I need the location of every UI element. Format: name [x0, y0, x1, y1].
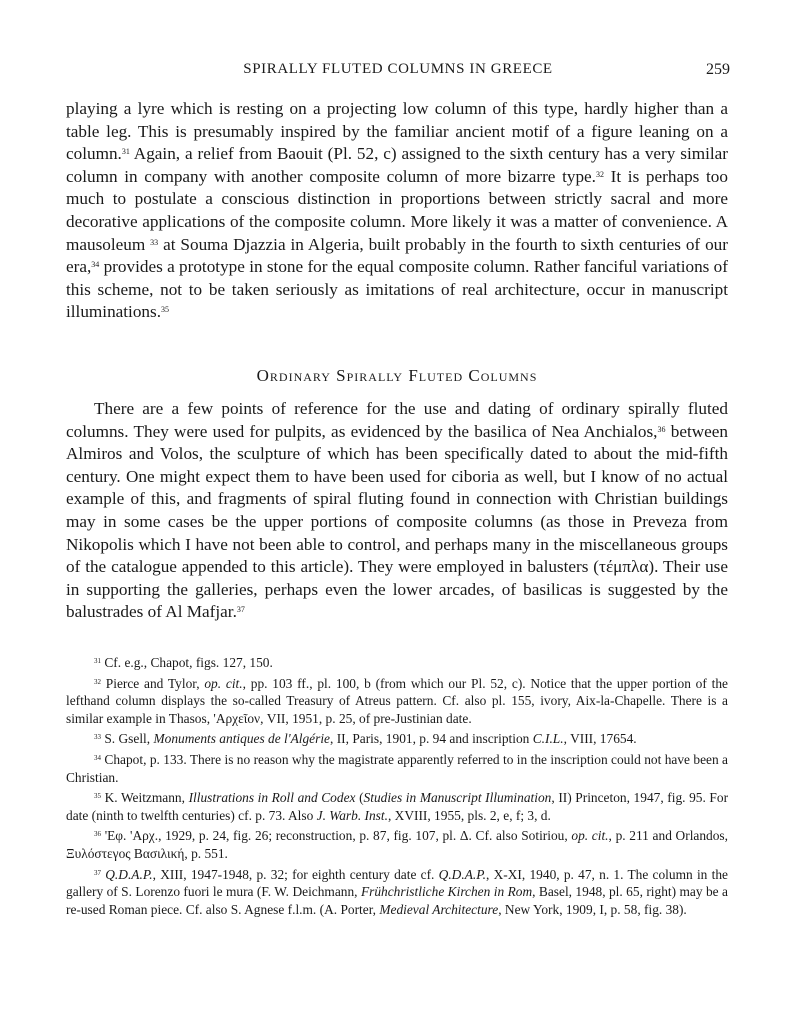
footnote-citation: Medieval Architecture	[379, 901, 499, 917]
para1-text-2: Again, a relief from Baouit (Pl. 52, c) assigned to the sixth century has a very similar column in company with another composite column of more bizarre type.	[66, 144, 728, 186]
footnote-text: , p. 211 and Orlandos,	[608, 828, 728, 844]
footnote-33	[66, 730, 728, 748]
footnote-31	[66, 654, 728, 672]
footnote-number: 32	[94, 677, 101, 686]
footnote-ref-37[interactable]: 37	[236, 605, 245, 615]
footnote-citation: Studies in Manuscript Illumination	[363, 790, 552, 806]
footnote-citation: J. Warb. Inst.	[316, 807, 388, 823]
footnote-number: 35	[94, 792, 101, 801]
footnote-number: 33	[94, 733, 101, 742]
footnote-citation: Frühchristliche Kirchen in Rom	[360, 884, 533, 900]
footnote-ref-32[interactable]: 32	[595, 169, 604, 179]
footnote-ref-31[interactable]: 31	[121, 147, 130, 157]
footnote-ref-35[interactable]: 35	[161, 305, 170, 315]
footnote-text: , VIII, 17654.	[563, 731, 637, 747]
footnote-text: K. Weitzmann,	[104, 790, 189, 806]
footnote-text: 'Εφ. 'Αρχ., 1929, p. 24, fig. 26; reconstruction, p. 87, fig. 107, pl. Δ. Cf. also Sotiriou,	[104, 828, 572, 844]
footnote-text: , II) Princeton, 1947, fig. 95. For date (ninth to twelfth centuries) cf. p. 73. Also	[66, 790, 729, 823]
para2-text-1: There are a few points of reference for the use and dating of ordinary spirally fluted columns. They were used for pulpits, as evidenced by the basilica of Nea Anchialos,	[66, 399, 728, 441]
footnote-citation: Q.D.A.P.	[105, 866, 153, 882]
footnote-greek: 'Αρχεῖον	[213, 710, 261, 726]
footnote-ref-33[interactable]: 33	[150, 237, 159, 247]
footnote-text: , XIII, 1947-1948, p. 32; for eighth century date cf.	[152, 866, 439, 882]
footnote-number: 34	[94, 753, 101, 762]
footnote-number: 37	[94, 868, 101, 877]
footnotes	[66, 654, 728, 921]
footnote-greek: Ξυλόστεγος Βασιλική	[66, 845, 185, 861]
footnote-text: Chapot, p. 133. There is no reason why the magistrate apparently referred to in the inscription could not have been a Christian.	[66, 751, 728, 785]
footnote-citation: op. cit.	[204, 675, 243, 691]
footnote-text: , p. 551.	[184, 845, 228, 861]
para1-text-4: at Souma Djazzia in Algeria, built probably in the fourth to sixth centuries of our era,	[66, 234, 728, 277]
footnote-citation: Illustrations in Roll and Codex	[188, 790, 356, 806]
footnote-text: , New York, 1909, I, p. 58, fig. 38).	[498, 901, 687, 917]
footnote-text: Pierce and Tylor,	[105, 675, 205, 691]
greek-term: τέμπλα	[599, 557, 649, 577]
footnote-37	[66, 866, 728, 919]
footnote-text: , VII, 1951, p. 25, of pre-Justinian date.	[260, 710, 472, 726]
footnote-34	[66, 751, 728, 786]
footnote-text: , pp. 103 ff., pl. 100, b (from which our Pl. 52, c). Notice that the upper portion of the lefthand column displays the so-called Treasury of Atreus pattern. Cf. also pl. 155, ivory, Aix-la-Chapelle. There is a similar example in Thasos,	[66, 675, 728, 726]
footnote-ref-36[interactable]: 36	[657, 424, 666, 434]
footnote-text: Cf. e.g., Chapot, figs. 127, 150.	[104, 655, 273, 670]
footnote-citation: Monuments antiques de l'Algérie	[153, 731, 331, 747]
running-title: SPIRALLY FLUTED COLUMNS IN GREECE	[243, 61, 553, 77]
page-number: 259	[706, 61, 730, 78]
paragraph-2	[66, 398, 728, 624]
footnote-text: , II, Paris, 1901, p. 94 and inscription	[330, 731, 533, 747]
paragraph-1	[66, 98, 728, 324]
footnote-35	[66, 789, 728, 824]
para2-text-3: ). Their use in supporting the galleries, perhaps even the lower arcades, of basilicas is suggested by the balustrades of Al Mafjar.	[66, 557, 728, 622]
para1-text-1: playing a lyre which is resting on a projecting low column of this type, hardly higher than a table leg. This is presumably inspired by the familiar ancient motif of a figure leaning on a column.	[66, 99, 728, 164]
footnote-text: (	[355, 790, 364, 806]
para1-text-5: provides a prototype in stone for the equal composite column. Rather fanciful variations of this scheme, not to be taken seriously as imitations of real architecture, occur in manuscript illuminations.	[66, 257, 728, 322]
footnote-citation: op. cit.	[571, 828, 609, 844]
footnote-text: , X-XI, 1940, p. 47, n. 1. The column in the gallery of S. Lorenzo fuori le mura (F. W. Deichmann,	[66, 866, 728, 900]
section-heading: Ordinary Spirally Fluted Columns	[256, 366, 538, 385]
footnote-ref-34[interactable]: 34	[91, 260, 100, 270]
footnote-text: S. Gsell,	[104, 731, 154, 747]
footnote-number: 31	[94, 657, 101, 665]
footnote-text: , XVIII, 1955, pls. 2, e, f; 3, d.	[387, 807, 551, 823]
para1-text-3: It is perhaps too much to postulate a conscious distinction in proportions between strictly sacral and more decorative applications of the composite column. More likely it was a matter of convenience. A mausoleum	[66, 166, 728, 254]
running-head	[66, 61, 730, 83]
footnote-citation: C.I.L.	[532, 731, 564, 747]
footnote-32	[66, 675, 728, 728]
footnote-text: , Basel, 1948, pl. 65, right) may be a re-used Roman piece. Cf. also S. Agnese f.l.m. (A. Porter,	[66, 884, 728, 917]
footnote-citation: Q.D.A.P.	[438, 866, 487, 882]
footnote-36	[66, 827, 728, 862]
footnote-number: 36	[94, 830, 101, 839]
para2-text-2: between Almiros and Volos, the sculpture of which has been specifically dated to about the mid-fifth century. One might expect them to have been used for ciboria as well, but I know of no actual example of this, and fragments of spiral fluting found in connection with Christian buildings may in some cases be the upper portions of composite columns (as those in Preveza from Nikopolis which I have not been able to control, and perhaps many in the miscellaneous groups of the catalogue appended to this article). They were employed in balusters (	[66, 421, 728, 577]
